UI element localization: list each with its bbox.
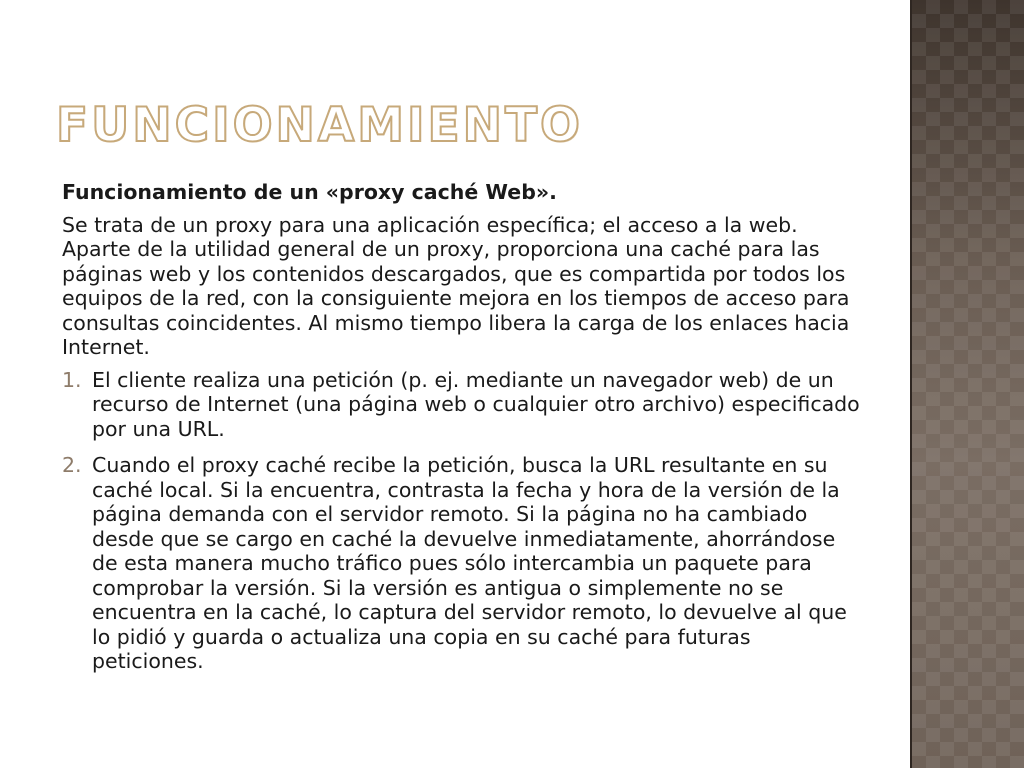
list-item <box>62 453 862 674</box>
slide-title: FUNCIONAMIENTO <box>56 98 583 153</box>
subheading: Funcionamiento de un «proxy caché Web». <box>62 180 557 204</box>
list-item-text: Cuando el proxy caché recibe la petición, busca la URL resultante en su caché local. Si la encuentra, contrasta la fecha y hora de la versión de la página demanda con el servidor remoto. Si la página no ha cambiado desde que se cargo en caché la devuelve inmediatamente, ahorrándose de esta manera mucho tráfico pues sólo intercambia un paquete para comprobar la versión. Si la versión es antigua o simplemente no se encuentra en la caché, lo captura del servidor remoto, lo devuelve al que lo pidió y guarda o actualiza una copia en su caché para futuras peticiones. <box>92 453 847 673</box>
slide-content <box>62 180 862 686</box>
numbered-list <box>62 368 862 674</box>
list-item-number: 1. <box>62 367 82 392</box>
list-item-number: 2. <box>62 453 82 477</box>
list-item <box>62 368 862 442</box>
decorative-side-panel <box>912 0 1024 768</box>
list-item-text: El cliente realiza una petición (p. ej. mediante un navegador web) de un recurso de Internet (una página web o cualquier otro archivo) especificado por una URL. <box>92 367 860 441</box>
intro-paragraph: Se trata de un proxy para una aplicación específica; el acceso a la web. Aparte de la utilidad general de un proxy, proporciona una caché para las páginas web y los contenidos descargados, que es compartida por todos los equipos de la red, con la consiguiente mejora en los tiempos de acceso para consultas coincidentes. Al mismo tiempo libera la carga de los enlaces hacia Internet. <box>62 212 850 359</box>
